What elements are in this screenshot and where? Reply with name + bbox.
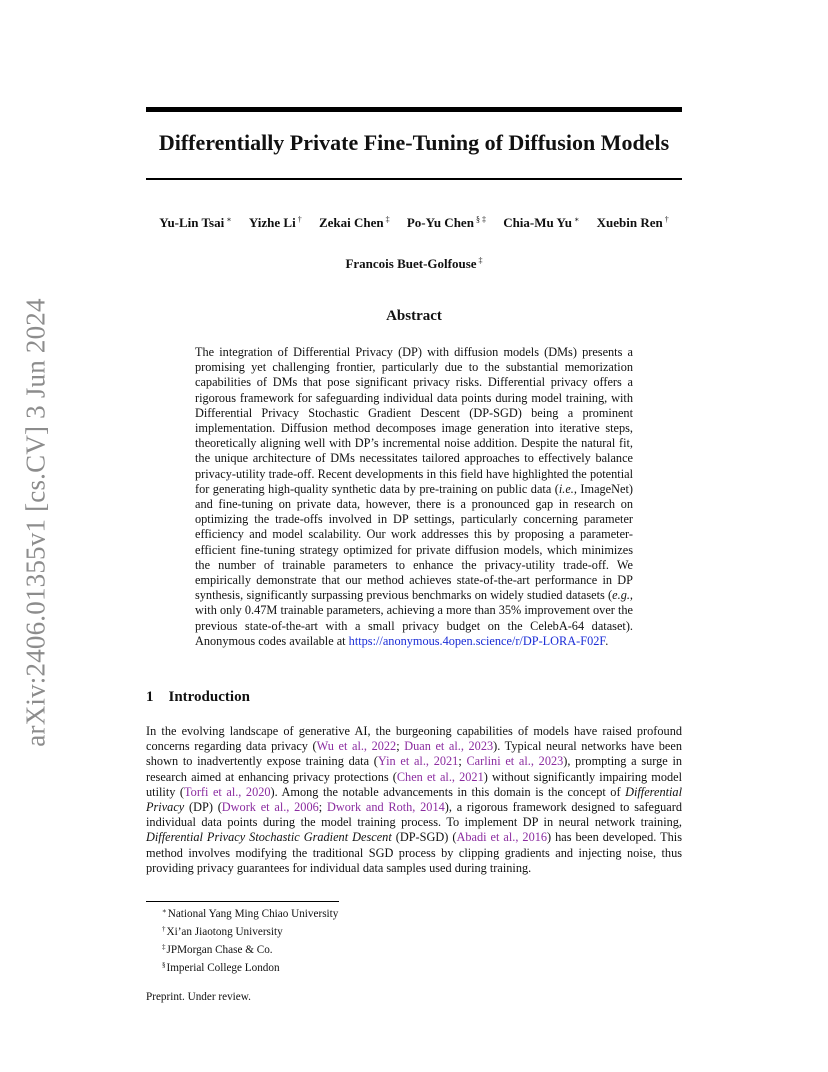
- affiliation-mark: ∗: [226, 215, 232, 224]
- citation-link[interactable]: Yin et al., 2021: [377, 754, 459, 769]
- introduction-paragraph: [146, 724, 682, 876]
- abstract-text: ImageNet) and fine-tuning on private data, however, there is a pronounced gap in research on optimizing the trade-offs involved in DP settings, particularly concerning parameter efficiency and model scalability. Our work addresses this by proposing a parameter-efficient fine-tuning strategy optimized for private diffusion models, which minimizes the number of trainable parameters to enhance the privacy-utility trade-off. We empirically demonstrate that our method achieves state-of-the-art performance in DP synthesis, significantly surpassing previous benchmarks on widely studied datasets (: [195, 481, 633, 603]
- footnote: [162, 940, 338, 958]
- footnote: [162, 922, 338, 940]
- body-text: ) has been developed. This method involves modifying the traditional SGD process by clipping gradients and injecting noise, thus providing privacy guarantees for individual data samples used during training.: [146, 830, 682, 875]
- footnote-mark: §: [162, 961, 166, 969]
- body-text: (DP) (: [184, 800, 222, 815]
- paper-title: Differentially Private Fine-Tuning of Diffusion Models: [158, 130, 670, 155]
- footnote-text: National Yang Ming Chiao University: [167, 908, 339, 920]
- citation-link[interactable]: Chen et al., 2021: [396, 769, 484, 784]
- affiliation-mark: †: [664, 215, 669, 224]
- footnote-text: Imperial College London: [166, 962, 280, 974]
- author: [503, 215, 579, 230]
- author: [159, 215, 231, 230]
- footnote-mark: †: [162, 925, 166, 933]
- author-name: Zekai Chen: [318, 215, 384, 230]
- author-name: Po-Yu Chen: [406, 215, 474, 230]
- citation-link[interactable]: Dwork et al., 2006: [221, 800, 319, 815]
- arxiv-identifier-text: arXiv:2406.01355v1 [cs.CV] 3 Jun 2024: [20, 298, 51, 747]
- abstract-text: The integration of Differential Privacy (DP) with diffusion models (DMs) presents a promising yet challenging frontier, particularly due to the substantial memorization capabilities of DMs that pose significant privacy risks. Differential privacy offers a rigorous framework for safeguarding individual data points during model training, with Differential Privacy Stochastic Gradient Descent (DP-SGD) being a prominent implementation. Diffusion method decomposes image generation into iterative steps, theoretically aligning well with DP’s incremental noise addition. Despite the natural fit, the unique architecture of DMs necessitates tailored approaches to effectively balance privacy-utility trade-off. Recent developments in this field have highlighted the potential for generating high-quality synthetic data by pre-training on public data (: [195, 345, 633, 496]
- affiliation-mark: § ‡: [475, 215, 486, 224]
- author: [319, 215, 390, 230]
- abstract-text: with only 0.47M trainable parameters, achieving a more than 35% improvement over the previous state-of-the-art with a small privacy budget on the CelebA-64 dataset). Anonymous codes available at: [195, 603, 633, 648]
- section-number: 1: [146, 689, 154, 705]
- citation-link[interactable]: Dwork and Roth, 2014: [326, 800, 445, 815]
- arxiv-identifier: [16, 295, 56, 750]
- footnote-list: [162, 904, 338, 976]
- citation-link[interactable]: Duan et al., 2023: [404, 739, 494, 754]
- body-text: ). Among the notable advancements in this domain is the concept of: [270, 784, 626, 799]
- footnote-mark: ‡: [162, 943, 166, 951]
- code-link[interactable]: https://anonymous.4open.science/r/DP-LORA-F02F: [348, 633, 606, 648]
- citation-link[interactable]: Carlini et al., 2023: [466, 754, 564, 769]
- section-title: Introduction: [168, 689, 250, 705]
- affiliation-mark: ‡: [385, 215, 390, 224]
- abstract-text: .: [605, 633, 609, 648]
- body-text: In the evolving landscape of generative AI, the burgeoning capabilities of models have raised profound concerns regarding data privacy (: [146, 724, 682, 754]
- emphasis-text: Differential Privacy Stochastic Gradient Descent: [146, 830, 392, 845]
- author: [597, 215, 669, 230]
- footnote-text: Xi’an Jiaotong University: [166, 926, 283, 938]
- citation-link[interactable]: Abadi et al., 2016: [456, 830, 548, 845]
- author-name: Francois Buet-Golfouse: [345, 256, 477, 271]
- author: [407, 215, 486, 230]
- title-bottom-rule: [146, 178, 682, 180]
- author-name: Yizhe Li: [248, 215, 296, 230]
- author-name: Chia-Mu Yu: [503, 215, 572, 230]
- author-list-second-row: [146, 256, 682, 272]
- emphasis-text: Differential Privacy: [146, 784, 682, 815]
- citation-link[interactable]: Wu et al., 2022: [316, 739, 397, 754]
- author-name: Xuebin Ren: [596, 215, 663, 230]
- footnote-text: JPMorgan Chase & Co.: [166, 944, 273, 956]
- abstract-italic: i.e.,: [558, 481, 577, 496]
- footnote: [162, 904, 338, 922]
- abstract-body: [195, 345, 633, 649]
- preprint-status: Preprint. Under review.: [146, 991, 251, 1003]
- abstract-italic: e.g.,: [612, 588, 633, 603]
- author: [249, 215, 302, 230]
- author-name: Yu-Lin Tsai: [159, 215, 225, 230]
- author-list: [146, 215, 682, 231]
- body-text: ;: [458, 754, 467, 769]
- abstract-heading: Abstract: [386, 308, 442, 324]
- footnote: [162, 958, 338, 976]
- body-text: (DP-SGD) (: [391, 830, 457, 845]
- body-text: ), prompting a surge in research aimed at enhancing privacy protections (: [146, 754, 683, 784]
- title-top-rule: [146, 107, 682, 112]
- body-text: ), a rigorous framework designed to safeguard individual data points during the model training process. To implement DP in neural network training,: [146, 800, 682, 830]
- footnote-divider: [146, 901, 339, 902]
- affiliation-mark: ∗: [573, 215, 580, 224]
- citation-link[interactable]: Torfi et al., 2020: [184, 784, 271, 799]
- body-text: ;: [318, 800, 327, 815]
- body-text: ). Typical neural networks have been shown to inadvertently expose training data (: [146, 739, 682, 769]
- affiliation-mark: †: [297, 215, 302, 224]
- affiliation-mark: ‡: [478, 256, 483, 265]
- body-text: ;: [396, 739, 405, 754]
- footnote-mark: ∗: [162, 907, 167, 915]
- body-text: ) without significantly impairing model utility (: [146, 769, 682, 799]
- section-heading-introduction: [146, 689, 250, 706]
